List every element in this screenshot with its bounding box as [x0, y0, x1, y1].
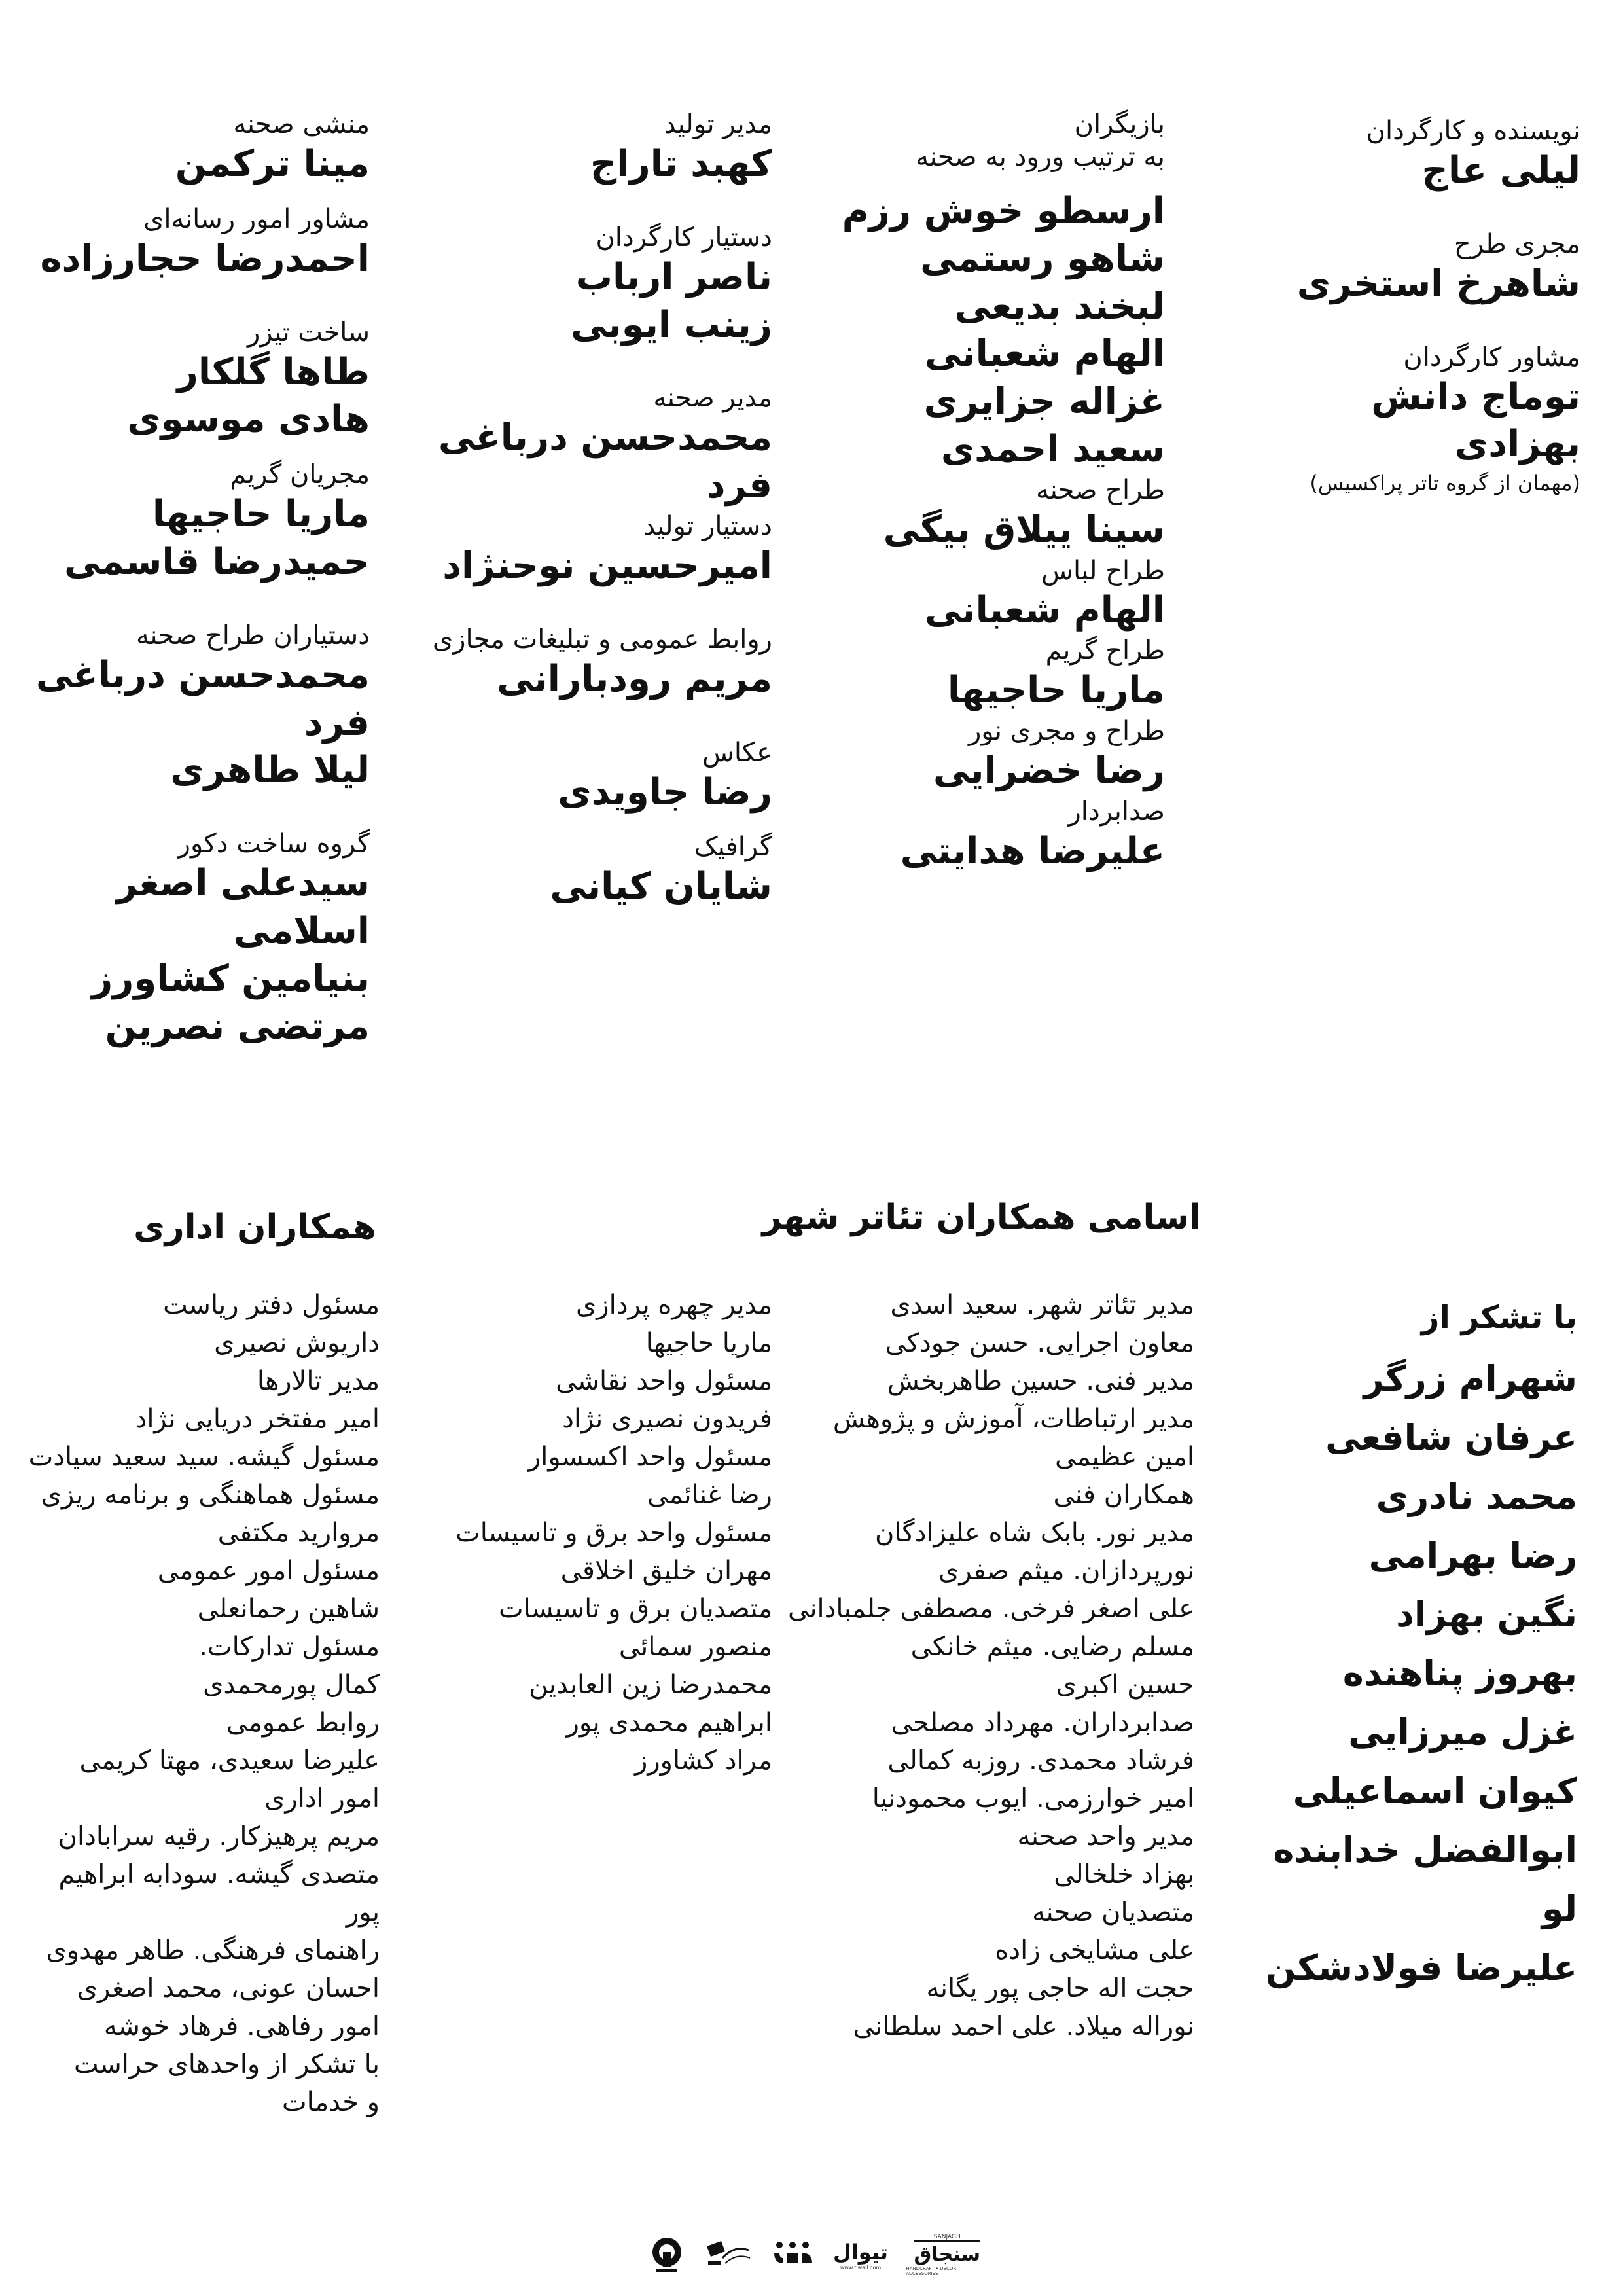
actor-name: سعید احمدی — [940, 427, 1165, 471]
list-item: مهران خلیق اخلاقی — [560, 1556, 772, 1586]
list-item: همکاران فنی — [1053, 1480, 1194, 1510]
credit-name: علیرضا هدایتی — [900, 829, 1165, 872]
credits-column-1 — [1240, 115, 1580, 498]
list-item: داریوش نصیری — [214, 1328, 380, 1358]
role-label: نویسنده و کارگردان — [1366, 116, 1580, 146]
list-item: مسئول تدارکات. — [199, 1632, 380, 1662]
list-item: علیرضا سعیدی، مهتا کریمی — [79, 1746, 380, 1776]
credit-name: حمیدرضا قاسمی — [64, 540, 370, 583]
credit-name: الهام شعبانی — [924, 588, 1165, 632]
footer-logos — [648, 2229, 988, 2281]
theatre-shahr-list-1 — [776, 1286, 1194, 2045]
credit-name: ماریا حاجیها — [152, 493, 370, 536]
role-label: منشی صحنه — [233, 109, 370, 139]
list-item: بهزاد خلخالی — [1054, 1859, 1194, 1890]
list-item: مسئول امور عمومی — [157, 1556, 380, 1586]
thanks-title: با تشکر از — [1421, 1299, 1577, 1336]
list-item: مسلم رضایی. میثم خانکی — [910, 1632, 1194, 1662]
role-label: مشاور کارگردان — [1403, 342, 1580, 372]
actor-name: غزاله جزایری — [923, 380, 1165, 423]
list-item: مسئول هماهنگی و برنامه ریزی — [41, 1480, 380, 1510]
role-label: دستیار تولید — [643, 511, 772, 541]
role-label: بازیگران — [1074, 109, 1165, 139]
list-item: مدیر نور. بابک شاه علیزادگان — [874, 1518, 1194, 1548]
list-item: مدیر چهره پردازی — [576, 1290, 772, 1320]
list-item: مسئول گیشه. سید سعید سیادت — [28, 1442, 380, 1472]
thanks-name: ابوالفضل خدابنده لو — [1273, 1829, 1577, 1929]
theatre-shahr-logo — [648, 2235, 686, 2274]
tiwall-sub: www.tiwall.com — [840, 2264, 882, 2270]
actor-name: ارسطو خوش رزم — [842, 190, 1165, 232]
thanks-name: غزل میرزایی — [1348, 1711, 1577, 1753]
list-item: مدیر واحد صحنه — [1017, 1821, 1194, 1852]
thanks-name: بهروز پناهنده — [1342, 1652, 1577, 1694]
list-item: رضا غنائمی — [647, 1480, 772, 1510]
list-item: روابط عمومی — [226, 1708, 380, 1738]
list-item: راهنمای فرهنگی. طاهر مهدوی — [46, 1935, 380, 1965]
credit-name: زینب ایوبی — [571, 303, 772, 346]
actor-name: شاهو رستمی — [920, 237, 1165, 280]
credit-name: رضا جاویدی — [558, 770, 772, 814]
credit-name: شاهرخ استخری — [1296, 262, 1580, 305]
thanks-name: شهرام زرگر — [1363, 1357, 1577, 1399]
role-label: ساخت تیزر — [247, 317, 370, 348]
sanjagh-sub: HANDCRAFT • DECOR ACCESSORIES — [906, 2265, 957, 2276]
tiwall-logo — [832, 2240, 889, 2270]
role-label: طراح و مجری نور — [968, 716, 1165, 747]
credit-name: لیلا طاهری — [170, 749, 370, 792]
sanjagh-logo — [906, 2234, 988, 2276]
list-item: منصور سمائی — [618, 1632, 772, 1662]
credit-name: ناصر ارباب — [575, 255, 772, 298]
credit-name: سیدعلی اصغر اسلامی — [116, 862, 370, 952]
list-item: شاهین رحمانعلی — [197, 1594, 380, 1624]
role-label: طراح صحنه — [1036, 475, 1165, 505]
list-item: نوراله میلاد. علی احمد سلطانی — [853, 2011, 1194, 2041]
list-item: امیر مفتخر دریایی نژاد — [135, 1404, 380, 1434]
role-label: طراح لباس — [1041, 555, 1165, 586]
ticket-icon — [703, 2238, 754, 2271]
admin-list — [26, 1286, 380, 2121]
namayesh-icon — [772, 2238, 815, 2271]
list-item: مدیر تالارها — [257, 1366, 380, 1396]
credit-name: رضا خضرایی — [933, 749, 1165, 793]
credit-name: طاها گلکار — [177, 350, 370, 393]
role-label: روابط عمومی و تبلیغات مجازی — [432, 624, 772, 655]
thanks-column — [1237, 1293, 1577, 1998]
credit-name: لیلی عاج — [1421, 149, 1580, 192]
list-item: امور رفاهی. فرهاد خوشه — [103, 2011, 380, 2041]
list-item: نورپردازان. میثم صفری — [938, 1556, 1194, 1586]
credit-name: شایان کیانی — [550, 865, 772, 908]
credits-column-4 — [29, 108, 370, 1050]
list-item: مدیر فنی. حسین طاهربخش — [887, 1366, 1194, 1396]
thanks-name: نگین بهزاد — [1396, 1593, 1577, 1635]
list-item: و خدمات — [281, 2087, 380, 2117]
list-item: مسئول واحد نقاشی — [556, 1366, 772, 1396]
role-label: مشاور امور رسانه‌ای — [143, 204, 370, 234]
credit-name: کهبد تاراج — [590, 143, 772, 185]
list-item: مسئول دفتر ریاست — [163, 1290, 380, 1320]
sanjagh-latin: SANJAGH — [933, 2233, 961, 2240]
list-item: با تشکر از واحدهای حراست — [73, 2049, 380, 2079]
role-label: عکاس — [702, 737, 772, 768]
credit-name: احمدرضا حجارزاده — [40, 237, 370, 280]
sanjagh-text: سنجاق — [914, 2240, 980, 2266]
role-label: مجریان گریم — [230, 459, 370, 490]
admin-heading: همکاران اداری — [134, 1208, 376, 1247]
list-item: امیر خوارزمی. ایوب محمودنیا — [872, 1784, 1194, 1814]
list-item: متصدیان برق و تاسیسات — [498, 1594, 772, 1624]
tiwall-text: تیوال — [833, 2239, 888, 2265]
theatre-shahr-icon — [649, 2235, 685, 2274]
list-item: مدیر ارتباطات، آموزش و پژوهش — [832, 1404, 1194, 1434]
role-label: دستیاران طراح صحنه — [135, 620, 370, 651]
role-label: طراح گریم — [1045, 636, 1165, 666]
credit-name: مرتضی نصرین — [105, 1005, 370, 1048]
credit-name: مریم رودبارانی — [497, 657, 772, 700]
credit-name: هادی موسوی — [127, 398, 370, 441]
credit-name: امیرحسین نوحنژاد — [442, 544, 772, 587]
role-label: مجری طرح — [1454, 228, 1580, 259]
list-item: متصدیان صحنه — [1032, 1897, 1194, 1928]
theatre-shahr-list-2 — [406, 1286, 772, 1780]
list-item: امور اداری — [264, 1784, 380, 1814]
list-item: حسین اکبری — [1056, 1670, 1194, 1700]
list-item: امین عظیمی — [1055, 1442, 1194, 1472]
credit-name: مینا ترکمن — [175, 143, 370, 185]
credits-column-3 — [406, 108, 772, 911]
thanks-name: علیرضا فولادشکن — [1265, 1946, 1577, 1988]
list-item: فرشاد محمدی. روزبه کمالی — [887, 1746, 1194, 1776]
thanks-name: عرفان شافعی — [1325, 1416, 1577, 1458]
thanks-name: کیوان اسماعیلی — [1293, 1770, 1577, 1812]
guest-note: (مهمان از گروه تاتر پراکسیس) — [1310, 471, 1580, 496]
credit-name: توماج دانش بهزادی — [1371, 375, 1580, 466]
credit-name: محمدحسن درباغی فرد — [438, 416, 772, 507]
list-item: علی مشایخی زاده — [995, 1935, 1194, 1965]
list-item: ماریا حاجیها — [645, 1328, 772, 1358]
list-item: فریدون نصیری نژاد — [562, 1404, 772, 1434]
credits-column-2 — [825, 108, 1165, 876]
list-item: مسئول واحد اکسسوار — [527, 1442, 772, 1472]
list-item: احسان عونی، محمد اصغری — [77, 1973, 380, 2003]
role-label: صدابردار — [1068, 796, 1165, 827]
list-item: مروارید مکتفی — [217, 1518, 380, 1548]
actor-name: الهام شعبانی — [924, 332, 1165, 376]
thanks-name: رضا بهرامی — [1368, 1534, 1577, 1576]
list-item: متصدی گیشه. سودابه ابراهیم پور — [58, 1859, 380, 1928]
credit-name: محمدحسن درباغی فرد — [35, 653, 370, 744]
credit-name: ماریا حاجیها — [947, 669, 1165, 712]
list-item: محمدرضا زین العابدین — [529, 1670, 772, 1700]
list-item: مریم پرهیزکار. رقیه سرابادان — [58, 1821, 380, 1852]
list-item: مراد کشاورز — [635, 1746, 772, 1776]
list-item: ابراهیم محمدی پور — [566, 1708, 772, 1738]
credit-name: سینا ییلاق بیگی — [883, 508, 1165, 551]
list-item: کمال پورمحمدی — [203, 1670, 380, 1700]
ticket-logo — [703, 2238, 754, 2271]
credit-name: بنیامین کشاورز — [91, 957, 370, 1000]
list-item: صدابرداران. مهرداد مصلحی — [891, 1708, 1194, 1738]
theatre-shahr-heading: اسامی همکاران تئاتر شهر — [762, 1198, 1201, 1237]
role-label: مدیر صحنه — [653, 383, 772, 414]
role-label: مدیر تولید — [664, 109, 772, 139]
list-item: علی اصغر فرخی. مصطفی جلمبادانی — [788, 1594, 1194, 1624]
role-label: گرافیک — [694, 832, 772, 863]
list-item: معاون اجرایی. حسن جودکی — [885, 1328, 1194, 1358]
namayesh-logo — [771, 2238, 815, 2271]
actor-name: لبخند بدیعی — [954, 285, 1165, 328]
thanks-name: محمد نادری — [1376, 1475, 1577, 1517]
role-sublabel: به ترتیب ورود به صحنه — [916, 142, 1165, 172]
list-item: حجت اله حاجی پور یگانه — [926, 1973, 1194, 2003]
role-label: دستیار کارگردان — [596, 222, 772, 253]
list-item: مدیر تئاتر شهر. سعید اسدی — [890, 1290, 1194, 1320]
list-item: مسئول واحد برق و تاسیسات — [455, 1518, 772, 1548]
role-label: گروه ساخت دکور — [177, 829, 370, 859]
